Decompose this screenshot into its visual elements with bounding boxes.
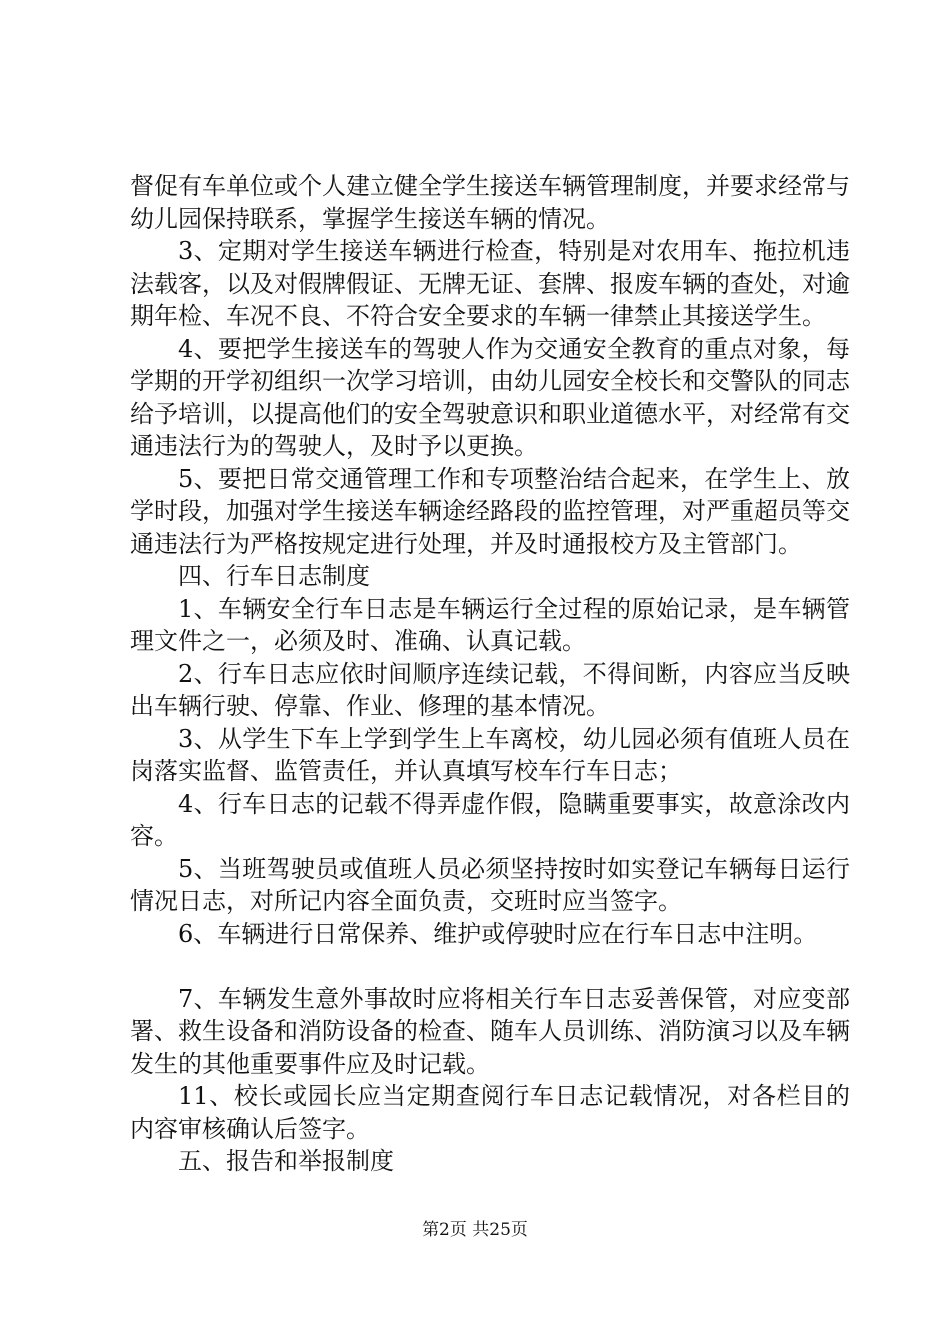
paragraph-log-6: 6、车辆进行日常保养、维护或停驶时应在行车日志中注明。 bbox=[178, 919, 818, 948]
paragraph-log-7: 7、车辆发生意外事故时应将相关行车日志妥善保管，对应变部署、救生设备和消防设备的检查、随车人员训练、消防演习以及车辆发生的其他重要事件应及时记载。 bbox=[130, 984, 850, 1078]
paragraph-item-3: 3、定期对学生接送车辆进行检查，特别是对农用车、拖拉机违法载客，以及对假牌假证、无牌无证、套牌、报废车辆的查处，对逾期年检、车况不良、不符合安全要求的车辆一律禁止其接送学生。 bbox=[130, 237, 850, 330]
paragraph-log-3: 3、从学生下车上学到学生上车离校，幼儿园必须有值班人员在岗落实监督、监管责任，并认真填写校车行车日志； bbox=[130, 724, 850, 785]
paragraph-log-5: 5、当班驾驶员或值班人员必须坚持按时如实登记车辆每日运行情况日志，对所记内容全面负责，交班时应当签字。 bbox=[130, 854, 850, 915]
paragraph-log-1: 1、车辆安全行车日志是车辆运行全过程的原始记录，是车辆管理文件之一，必须及时、准确、认真记载。 bbox=[130, 594, 850, 655]
paragraph-log-4: 4、行车日志的记载不得弄虚作假，隐瞒重要事实，故意涂改内容。 bbox=[130, 789, 850, 850]
paragraph-item-4: 4、要把学生接送车的驾驶人作为交通安全教育的重点对象，每学期的开学初组织一次学习培训，由幼儿园安全校长和交警队的同志给予培训，以提高他们的安全驾驶意识和职业道德水平，对经常有交通违法行为的驾驶人，及时予以更换。 bbox=[130, 334, 850, 460]
paragraph-log-2: 2、行车日志应依时间顺序连续记载，不得间断，内容应当反映出车辆行驶、停靠、作业、修理的基本情况。 bbox=[130, 659, 850, 720]
page-footer: 第2页 共25页 bbox=[422, 1220, 528, 1240]
section-heading-5: 五、报告和举报制度 bbox=[178, 1147, 394, 1175]
section-heading-4: 四、行车日志制度 bbox=[178, 562, 370, 590]
document-body bbox=[130, 170, 850, 1178]
paragraph-item-5: 5、要把日常交通管理工作和专项整治结合起来，在学生上、放学时段，加强对学生接送车辆途经路段的监控管理，对严重超员等交通违法行为严格按规定进行处理，并及时通报校方及主管部门。 bbox=[130, 464, 850, 558]
paragraph-continued: 督促有车单位或个人建立健全学生接送车辆管理制度，并要求经常与幼儿园保持联系，掌握学生接送车辆的情况。 bbox=[130, 172, 850, 233]
blank-line bbox=[130, 950, 850, 983]
paragraph-log-11: 11、校长或园长应当定期查阅行车日志记载情况，对各栏目的内容审核确认后签字。 bbox=[130, 1082, 850, 1143]
